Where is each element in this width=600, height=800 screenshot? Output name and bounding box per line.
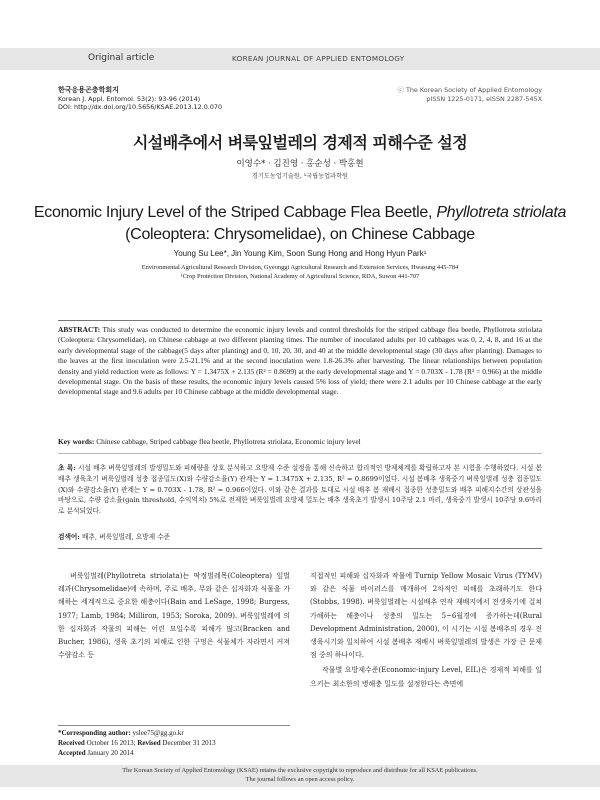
keywords	[58, 437, 542, 446]
revised-date: December 31 2013	[160, 738, 216, 747]
footnote-rule	[58, 725, 290, 726]
body-column-right	[310, 570, 542, 691]
korean-keywords-label: 검색어:	[58, 533, 80, 541]
korean-abstract-label: 초 록:	[58, 464, 76, 472]
affiliation-2: ¹Crop Protection Division, National Academy of Agricultural Science, RDA, Suwon 441-707	[180, 273, 420, 280]
citation-block	[58, 86, 222, 112]
body-paragraph: 벼룩잎벌레(Phyllotreta striolata)는 딱정벌레목(Coleoptera) 잎벌레과(Chrysomelidae)에 속하며, 주로 배추, 무와 같은 십자화과 식물을 가해하는 세계적으로 중요한 해충이다(Bain and LeSage, 1998; Burgess, 1977; Lamb, 1984; Milliron, 1953; Soroka, 2009). 벼룩잎벌레에 의한 십자화과 작물의 피해는 어린 묘일수록 피해가 많고(Bracken and Bucher, 1986), 생육 초기의 피해로 인한 구멍은 식물체가 자라면서 커져 수량감소 등	[58, 572, 290, 660]
abstract-top-rule	[58, 320, 542, 321]
corresponding-author	[58, 729, 298, 739]
journal-name-kr: 한국응용곤충학회지	[58, 86, 119, 94]
korean-affiliation: 경기도농업기술원, ¹국립농업과학원	[251, 173, 349, 180]
received-label: Received	[58, 738, 85, 747]
abstract-label: ABSTRACT:	[58, 325, 101, 334]
abstract-text: This study was conducted to determine the economic injury levels and control thresholds for the striped cabbage flea beetle, Phyllotreta striolata (Coleoptera: Chrysomelidae), on Chinese cabbage at two different planting times. The number of inoculated adults per 10 cabbages was 0, 2, 4, 8, and 16 at the early developmental stage of the cabbage(5 days after planting) and 0, 10, 20, 30, and 40 at the middle developmental stage (30 days after planting). Damages to the leaves at the first inoculation were 2.5-21.1% and at the second inoculation were 1.8-26.3% after harvesting. The linear relationships between population density and yield reduction were as follows: Y = 1.3475X + 2.135 (R² = 0.8699) at the early developmental stage and Y = 0.703X - 1.78 (R² = 0.966) at the middle developmental stage. On the basis of these results, the economic injury levels caused 5% loss of yield; there were 2.1 adults per 10 Chinese cabbage at the early developmental stage and 9.6 adults per 10 Chinese cabbage at the middle developmental stage.	[58, 325, 542, 397]
keywords-text: Chinese cabbage, Striped cabbage flea beetle, Phyllotreta striolata, Economic injury level	[94, 437, 361, 446]
english-authors: Young Su Lee*, Jin Young Kim, Soon Sung Hong and Hong Hyun Park¹	[173, 249, 427, 258]
header-band	[0, 48, 600, 70]
body-paragraph: 작물별 요방제수준(Economic-injury Level, EIL)은 경제적 피해를 일으키는 최소한의 병해충 밀도를 설정한다는 측면에	[310, 666, 542, 688]
revised-label: Revised	[137, 738, 161, 747]
footer-line-1: The Korean Society of Applied Entomology (KSAE) retains the exclusive copyright to reproduce and distribute for all KSAE publications.	[122, 767, 478, 774]
keywords-label: Key words:	[58, 437, 95, 446]
body-paragraph: 직접적인 피해와 십자화과 작물에 Turnip Yellow Mosaic Virus (TYMV)와 같은 식물 바이러스를 매개하여 2차적인 피해를 초래하기도 한다(Stobbs, 1998). 벼룩잎벌레는 시설배추 연작 재배지에서 전생육기에 걸쳐 가해하는 해충이나 성충의 밀도는 5~6월경에 증가하는데(Rural Development Administration, 2000), 이 시기는 시설 봄배추의 경우 전 생육시기와 일치하여 시설 봄배추 재배시 벼룩잎벌레의 발생은 가장 큰 문제점 중의 하나이다.	[310, 572, 542, 660]
doi-link[interactable]: DOI: http://dx.doi.org/10.5656/KSAE.2013.12.0.070	[58, 103, 223, 112]
accepted-date-line	[58, 749, 298, 759]
copyright-block	[398, 86, 542, 103]
english-affiliation	[0, 263, 600, 281]
copyright-footer	[0, 765, 600, 787]
citation-line: Korean J. Appl. Entomol. 53(2): 93-96 (2014)	[58, 94, 201, 103]
korean-abstract	[58, 463, 542, 517]
received-date: October 16 2013;	[84, 738, 138, 747]
corresponding-author-label: *Corresponding author:	[58, 729, 131, 737]
abstract-divider	[58, 453, 542, 454]
accepted-date: January 20 2014	[85, 748, 134, 757]
korean-keywords-text: 배추, 벼룩잎벌레, 요방제 수준	[79, 533, 171, 541]
issn-line: pISSN 1225-0171, eISSN 2287-545X	[426, 94, 542, 103]
english-title-species: Phyllotreta striolata	[436, 204, 567, 221]
footer-text	[0, 765, 600, 784]
footer-line-2: The journal follows an open access policy.	[245, 775, 355, 783]
affiliation-1: Environmental Agricultural Research Division, Gyeonggi Agricultural Research and Extension Services, Hwasung 445-784	[141, 264, 459, 271]
accepted-label: Accepted	[58, 748, 86, 757]
footnote	[58, 729, 298, 758]
abstract-bottom-rule	[58, 548, 542, 549]
received-dates	[58, 739, 298, 749]
english-title-tail: (Coleoptera: Chrysomelidae), on Chinese Cabbage	[125, 226, 475, 243]
english-title	[30, 202, 570, 246]
author-email[interactable]: yslee75@gg.go.kr	[130, 729, 184, 737]
journal-name: KOREAN JOURNAL OF APPLIED ENTOMOLOGY	[232, 54, 405, 63]
english-title-main: Economic Injury Level of the Striped Cabbage Flea Beetle,	[33, 204, 437, 221]
korean-keywords	[58, 531, 542, 541]
copyright-line: ⓒ The Korean Society of Applied Entomology	[397, 86, 542, 94]
body-column-left	[58, 570, 290, 662]
korean-abstract-text: 시설 배추 벼룩잎벌레의 발생밀도와 피해량을 상호 분석하고 요방제 수준 설정을 통해 신속하고 합리적인 방제체계를 확립하고자 본 시험을 수행하였다. 시설 봄배추 생육초기 벼룩잎벌레 성충 접종밀도(X)와 수량감소율(Y) 관계는 Y = 1.3475X + 2.135, R² = 0.8699이었다. 시설 봄배추 생육중기 벼룩잎벌레 성충 접종밀도(X)와 수량감소율(Y) 관계는 Y = 0.703X - 1.78, R² = 0.966이었다. 이와 같은 결과를 토대로 시설 배추 봄 재배시 접종한 성충밀도와 배추 피해지수간의 상관성을 바탕으로, 수량 감소율(gain threshold, 수익역치) 5%로 전제한 벼룩잎벌레 요방제 밀도는 배추 생육초기 발생시 10주당 2.1 마리, 생육중기 발생시 10주당 9.6마리로 분석되었다.	[58, 464, 543, 516]
korean-authors: 이영수* · 김진영 · 홍순성 · 박홍현	[236, 159, 364, 169]
abstract	[58, 325, 542, 398]
korean-title: 시설배추에서 벼룩잎벌레의 경제적 피해수준 설정	[132, 133, 468, 152]
article-type: Original article	[88, 53, 155, 63]
